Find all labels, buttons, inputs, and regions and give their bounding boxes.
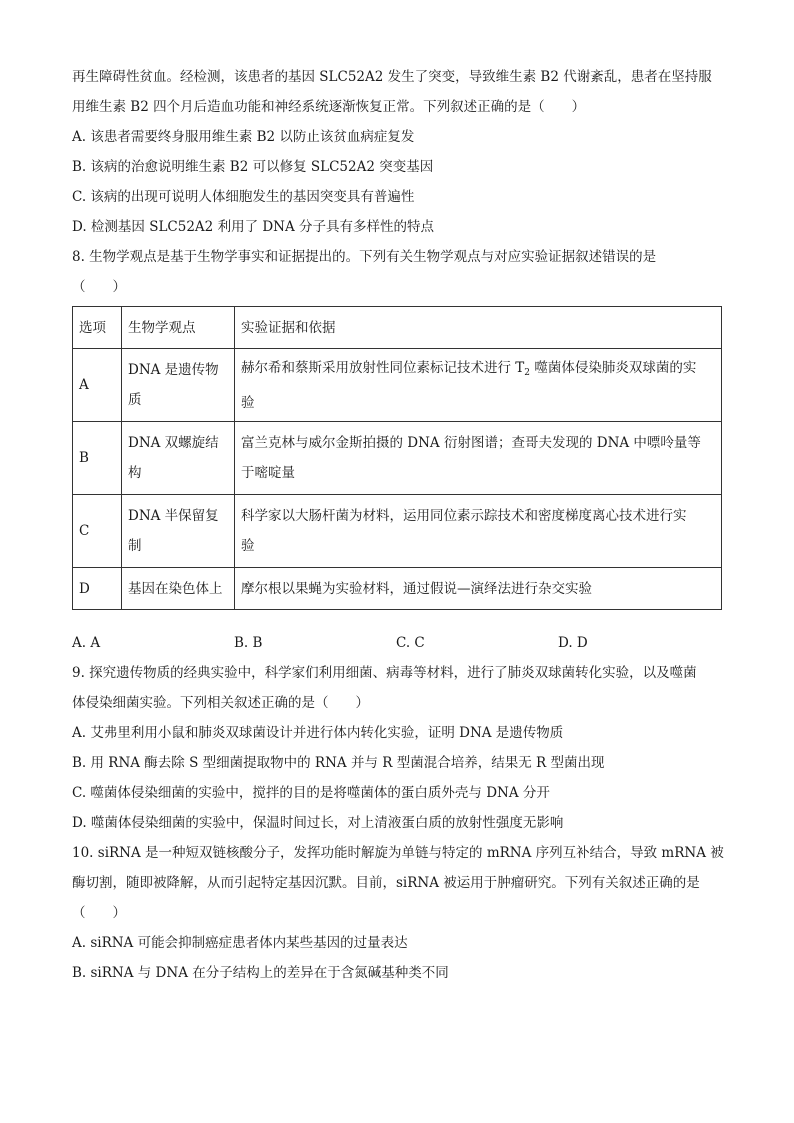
row-view-line: 构 xyxy=(128,465,142,481)
row-evidence xyxy=(235,349,722,422)
row-evidence-line: 科学家以大肠杆菌为材料，运用同位素示踪技术和密度梯度离心技术进行实 xyxy=(241,508,687,524)
row-evidence-line: 于嘧啶量 xyxy=(241,465,295,481)
row-view-line: 制 xyxy=(128,538,142,554)
q8-choice-c: C. C xyxy=(396,635,425,651)
table-header-row xyxy=(73,307,722,349)
row-view xyxy=(122,495,235,568)
row-evidence-line xyxy=(241,353,715,388)
q8-choice-d: D. D xyxy=(558,635,588,651)
row-view-line: DNA 半保留复 xyxy=(128,508,219,524)
row-view: 基因在染色体上 xyxy=(122,568,235,610)
row-option: C xyxy=(73,495,122,568)
table-row xyxy=(73,422,722,495)
q8-answer-choices xyxy=(72,628,722,658)
q8-evidence-table xyxy=(72,306,722,610)
exam-page xyxy=(72,62,722,988)
table-row xyxy=(73,349,722,422)
q7-option-a: A. 该患者需要终身服用维生素 B2 以防止该贫血病症复发 xyxy=(72,129,415,145)
q7-option-c: C. 该病的出现可说明人体细胞发生的基因突变具有普遍性 xyxy=(72,189,415,205)
q7-stem-line-2: 用维生素 B2 四个月后造血功能和神经系统逐渐恢复正常。下列叙述正确的是（ ） xyxy=(72,99,586,115)
q10-stem-line-3: （ ） xyxy=(72,905,126,921)
q8-stem-line-1: 8. 生物学观点是基于生物学事实和证据提出的。下列有关生物学观点与对应实验证据叙述错误的是 xyxy=(72,249,657,265)
header-evidence: 实验证据和依据 xyxy=(235,307,722,349)
q9-stem-line-2: 体侵染细菌实验。下列相关叙述正确的是（ ） xyxy=(72,695,369,711)
table-row xyxy=(73,568,722,610)
row-evidence xyxy=(235,422,722,495)
row-option: A xyxy=(73,349,122,422)
q9-option-a: A. 艾弗里利用小鼠和肺炎双球菌设计并进行体内转化实验，证明 DNA 是遗传物质 xyxy=(72,725,564,741)
row-view xyxy=(122,349,235,422)
row-option: D xyxy=(73,568,122,610)
q9-option-b: B. 用 RNA 酶去除 S 型细菌提取物中的 RNA 并与 R 型菌混合培养，结果无 R 型菌出现 xyxy=(72,755,605,771)
row-evidence xyxy=(235,495,722,568)
q9-option-c: C. 噬菌体侵染细菌的实验中，搅拌的目的是将噬菌体的蛋白质外壳与 DNA 分开 xyxy=(72,785,550,801)
q10-option-b: B. siRNA 与 DNA 在分子结构上的差异在于含氮碱基种类不同 xyxy=(72,965,449,981)
row-view-line: 质 xyxy=(128,392,142,408)
q7-option-b: B. 该病的治愈说明维生素 B2 可以修复 SLC52A2 突变基因 xyxy=(72,159,434,175)
row-evidence-line: 验 xyxy=(241,394,255,411)
q10-option-a: A. siRNA 可能会抑制癌症患者体内某些基因的过量表达 xyxy=(72,935,408,951)
q10-stem-line-1: 10. siRNA 是一种短双链核酸分子，发挥功能时解旋为单链与特定的 mRNA 序列互补结合，导致 mRNA 被 xyxy=(72,845,724,861)
evidence-text: 噬菌体侵染肺炎双球菌的实 xyxy=(530,359,697,376)
q8-stem-line-2: （ ） xyxy=(72,279,126,295)
q8-choice-a: A. A xyxy=(72,635,101,651)
subscript-2: 2 xyxy=(524,367,531,378)
q8-choice-b: B. B xyxy=(234,635,263,651)
q9-option-d: D. 噬菌体侵染细菌的实验中，保温时间过长，对上清液蛋白质的放射性强度无影响 xyxy=(72,815,564,831)
row-view-line: DNA 双螺旋结 xyxy=(128,435,219,451)
row-evidence-line: 富兰克林与威尔金斯拍摄的 DNA 衍射图谱；查哥夫发现的 DNA 中嘌呤量等 xyxy=(241,435,701,451)
row-view xyxy=(122,422,235,495)
row-option: B xyxy=(73,422,122,495)
header-view: 生物学观点 xyxy=(122,307,235,349)
header-option: 选项 xyxy=(73,307,122,349)
evidence-text: 赫尔希和蔡斯采用放射性同位素标记技术进行 T xyxy=(241,359,525,376)
q7-option-d: D. 检测基因 SLC52A2 利用了 DNA 分子具有多样性的特点 xyxy=(72,219,435,235)
row-view-line: DNA 是遗传物 xyxy=(128,362,219,378)
q10-stem-line-2: 酶切割，随即被降解，从而引起特定基因沉默。目前，siRNA 被运用于肿瘤研究。下列有关叙述正确的是 xyxy=(72,875,700,891)
row-evidence-line: 验 xyxy=(241,538,255,554)
row-evidence: 摩尔根以果蝇为实验材料，通过假说—演绎法进行杂交实验 xyxy=(235,568,722,610)
q9-stem-line-1: 9. 探究遗传物质的经典实验中，科学家们利用细菌、病毒等材料，进行了肺炎双球菌转化实验，以及噬菌 xyxy=(72,665,697,681)
q7-stem-line-1: 再生障碍性贫血。经检测，该患者的基因 SLC52A2 发生了突变，导致维生素 B2 代谢紊乱，患者在坚持服 xyxy=(72,69,712,85)
table-row xyxy=(73,495,722,568)
